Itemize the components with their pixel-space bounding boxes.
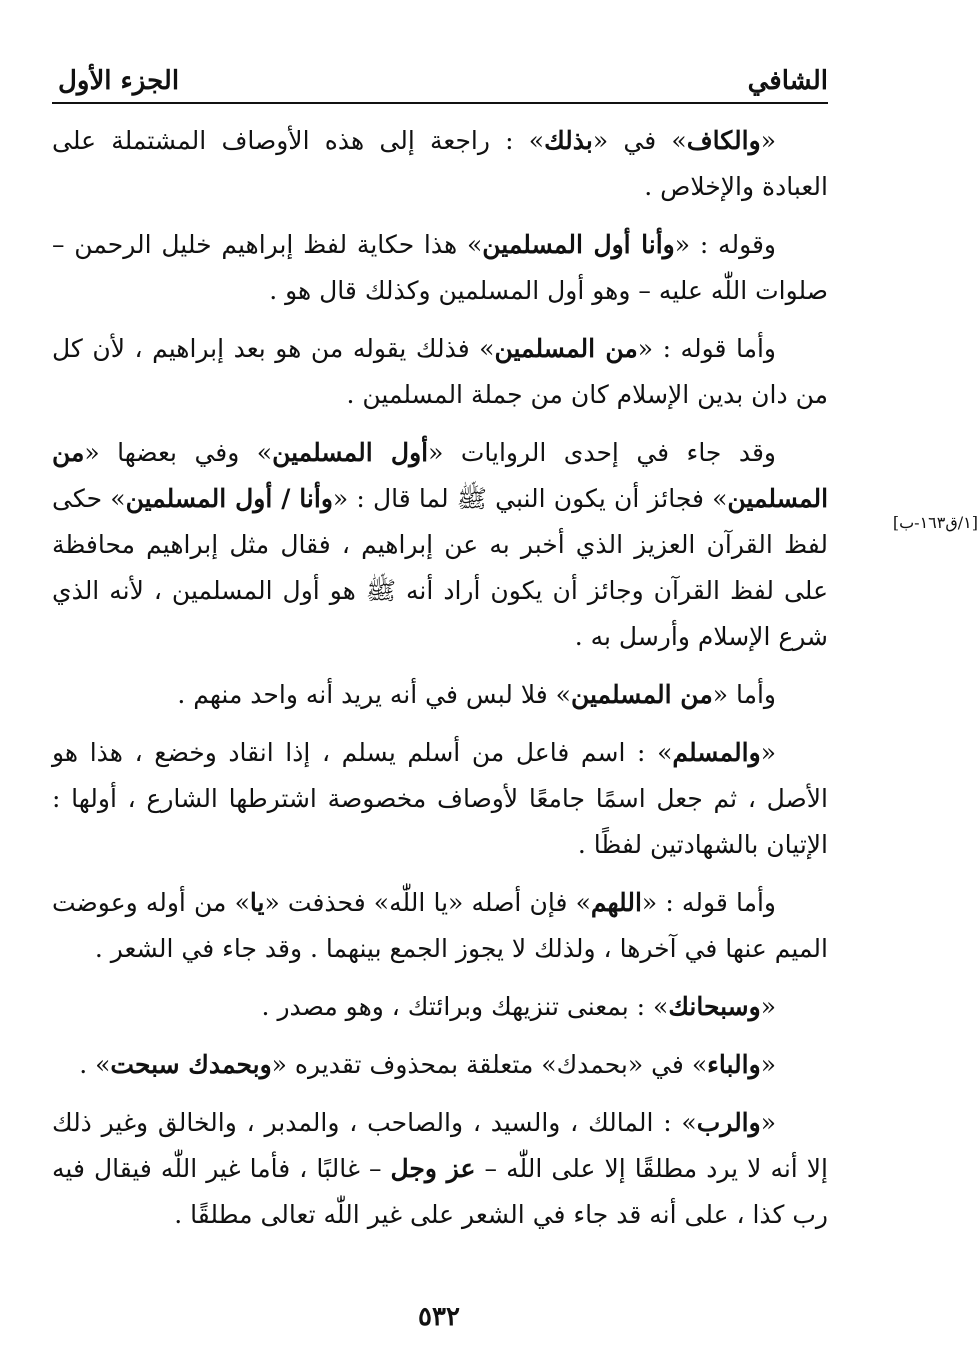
bold-term: والباء (707, 1050, 761, 1079)
paragraph (52, 984, 828, 1030)
page-header (52, 62, 828, 104)
text-segment: « (760, 992, 776, 1021)
paragraph (52, 222, 828, 314)
text-segment: – غالبًا ، فأما غير اللّٰه فيقال فيه رب كذا ، على أنه قد جاء في الشعر على غير اللّٰه تعالى مطلقًا . (52, 1154, 828, 1229)
text-segment: وقوله : « (674, 230, 777, 259)
text-segment: « (760, 1108, 776, 1137)
bold-term: بذلك (544, 126, 593, 155)
bold-term: أول المسلمين (272, 438, 429, 467)
paragraph (52, 326, 828, 418)
text-segment: وأما قوله : « (641, 888, 776, 917)
text-segment: » هذا حكاية لفظ إبراهيم خليل الرحمن – صلوات اللّٰه عليه – وهو أول المسلمين وكذلك قال هو . (52, 230, 828, 305)
bold-term: من المسلمين (570, 680, 713, 709)
paragraph (52, 1100, 828, 1238)
text-segment: وأما قوله : « (637, 334, 776, 363)
text-segment: » فذلك يقوله من هو بعد إبراهيم ، لأن كل من دان بدين الإسلام كان من جملة المسلمين . (52, 334, 828, 409)
paragraph (52, 1042, 828, 1088)
text-segment: « (760, 126, 776, 155)
bold-term: وسبحانك (668, 992, 761, 1021)
text-segment: وقد جاء في إحدى الروايات « (428, 438, 776, 467)
bold-term: وأنا أول المسلمين (482, 230, 675, 259)
paragraph (52, 672, 828, 718)
text-segment: » : راجعة إلى هذه الأوصاف المشتملة على العبادة والإخلاص . (52, 126, 828, 201)
bold-term: يا (249, 888, 265, 917)
margin-note: [١/ق١٦٣-ب] (892, 513, 978, 532)
text-segment: » فجائز أن يكون النبي ﷺ لما قال : « (332, 484, 728, 513)
text-segment: » : المالك ، والسيد ، والصاحب ، والمدبر ، والخالق وغير ذلك إلا أنه لا يرد مطلقًا إلا على اللّٰه – (52, 1108, 829, 1183)
bold-term: وأنا / أول المسلمين (125, 484, 333, 513)
bold-term: من المسلمين (52, 438, 829, 513)
bold-term: اللهم (590, 888, 642, 917)
bold-term: وبحمدك سبحت (110, 1050, 272, 1079)
page-number: ٥٣٢ (418, 1302, 460, 1332)
text-segment: » فإن أصله «يا اللّٰه» فحذفت « (264, 888, 591, 917)
bold-term: والرب (696, 1108, 761, 1137)
page-body (52, 118, 828, 1250)
text-segment: وأما « (712, 680, 776, 709)
bold-term: عز وجل (390, 1154, 476, 1183)
volume-label: الجزء الأول (58, 66, 180, 96)
bold-term: من المسلمين (494, 334, 638, 363)
text-segment: » فلا لبس في أنه يريد أنه واحد منهم . (177, 680, 571, 709)
text-segment: « (760, 738, 776, 767)
text-segment: » . (79, 1050, 111, 1079)
text-segment: « (760, 1050, 776, 1079)
text-segment: » من أوله وعوضت الميم عنها في آخرها ، ولذلك لا يجوز الجمع بينهما . وقد جاء في الشعر . (52, 888, 828, 963)
paragraph (52, 880, 828, 972)
paragraph (52, 730, 828, 868)
bold-term: والكاف (686, 126, 761, 155)
paragraph (52, 118, 828, 210)
text-segment: » في « (592, 126, 687, 155)
paragraph (52, 430, 828, 660)
text-segment: » : اسم فاعل من أسلم يسلم ، إذا انقاد وخضع ، هذا هو الأصل ، ثم جعل اسمًا جامعًا لأوصاف مخصوصة اشترطها الشارع ، أولها : الإتيان بالشهادتين لفظًا . (52, 738, 828, 859)
text-segment: » وفي بعضها « (84, 438, 273, 467)
book-title: الشافي (747, 66, 828, 96)
bold-term: والمسلم (672, 738, 761, 767)
text-segment: » : بمعنى تنزيهك وبرائتك ، وهو مصدر . (261, 992, 669, 1021)
text-segment: » حكى لفظ القرآن العزيز الذي أخبر به عن إبراهيم ، فقال مثل إبراهيم محافظة على لفظ القرآن وجائز أن يكون أراد أنه ﷺ هو أول المسلمين ، لأنه الذي شرع الإسلام وأرسل به . (52, 484, 828, 651)
text-segment: » في «بحمدك» متعلقة بمحذوف تقديره « (271, 1050, 708, 1079)
